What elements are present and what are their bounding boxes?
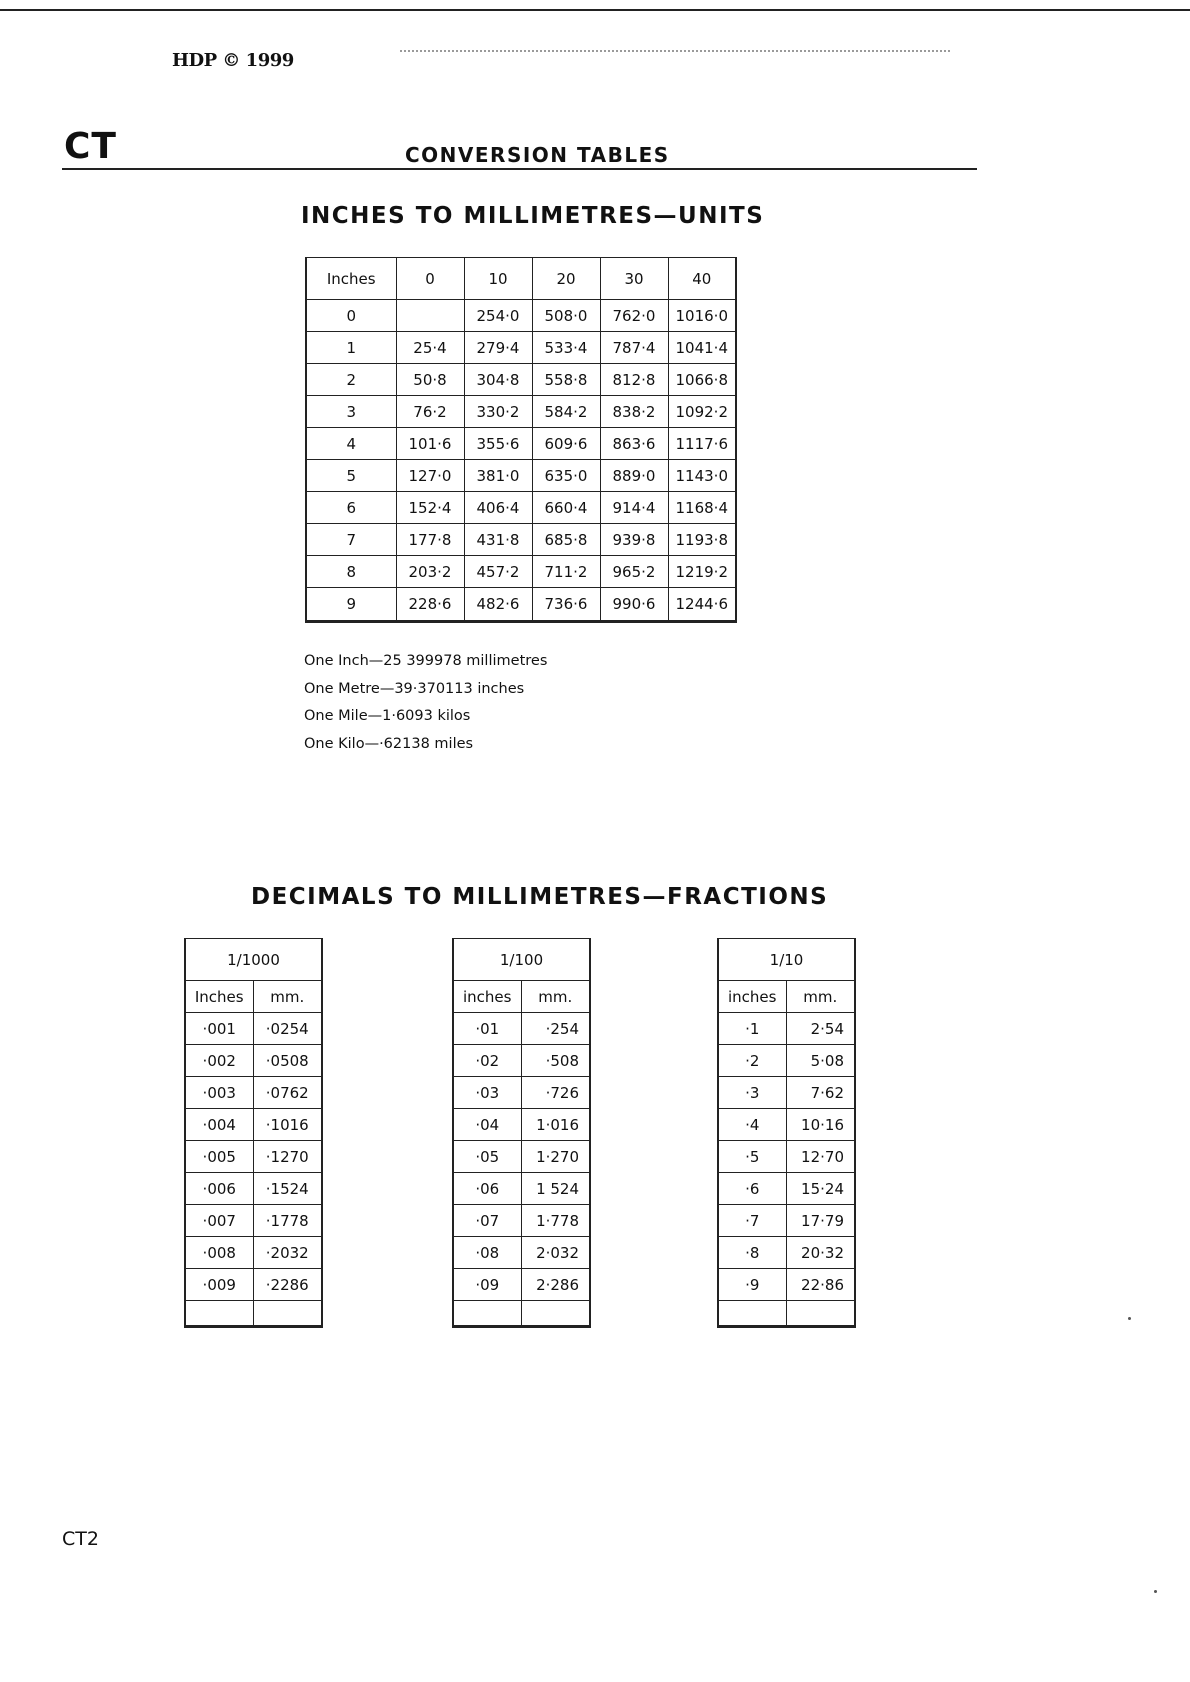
row-value: 1016·0 — [668, 300, 736, 332]
row-value: 25·4 — [396, 332, 464, 364]
mm-value: 20·32 — [786, 1237, 855, 1269]
row-value: 1193·8 — [668, 524, 736, 556]
blank-cell — [185, 1301, 253, 1327]
row-value: 508·0 — [532, 300, 600, 332]
table-row — [453, 1237, 590, 1269]
fraction-table-1-10 — [717, 938, 856, 1328]
note-mile: One Mile—1·6093 kilos — [304, 708, 471, 724]
mm-value: ·726 — [521, 1077, 590, 1109]
mm-header: mm. — [786, 981, 855, 1013]
mm-value: ·1270 — [253, 1141, 322, 1173]
mm-value: 12·70 — [786, 1141, 855, 1173]
row-inches: 4 — [306, 428, 396, 460]
inches-value: ·007 — [185, 1205, 253, 1237]
row-inches: 7 — [306, 524, 396, 556]
fraction-table-1-1000 — [184, 938, 323, 1328]
row-value: 203·2 — [396, 556, 464, 588]
inches-value: ·04 — [453, 1109, 521, 1141]
row-value: 279·4 — [464, 332, 532, 364]
note-inch: One Inch—25 399978 millimetres — [304, 653, 548, 669]
mm-value: 2·286 — [521, 1269, 590, 1301]
mm-value: ·2286 — [253, 1269, 322, 1301]
mm-value: ·1778 — [253, 1205, 322, 1237]
row-value: 787·4 — [600, 332, 668, 364]
row-value: 1041·4 — [668, 332, 736, 364]
mm-header: mm. — [521, 981, 590, 1013]
inches-value: ·005 — [185, 1141, 253, 1173]
note-kilo: One Kilo—·62138 miles — [304, 735, 474, 752]
table-row — [306, 556, 736, 588]
inches-value: ·009 — [185, 1269, 253, 1301]
table-row — [453, 1077, 590, 1109]
mm-value: 7·62 — [786, 1077, 855, 1109]
row-inches: 6 — [306, 492, 396, 524]
row-value: 863·6 — [600, 428, 668, 460]
inches-value: ·5 — [718, 1141, 786, 1173]
table-row — [306, 364, 736, 396]
note-metre: One Metre—39·370113 inches — [304, 680, 525, 697]
inches-value: ·6 — [718, 1173, 786, 1205]
inches-header: inches — [453, 981, 521, 1013]
table-row — [718, 1013, 855, 1045]
table-row — [718, 1141, 855, 1173]
fraction-range-row — [185, 939, 322, 981]
mm-value: 1 524 — [521, 1173, 590, 1205]
row-inches: 2 — [306, 364, 396, 396]
mm-value: ·0508 — [253, 1045, 322, 1077]
mm-value: ·0254 — [253, 1013, 322, 1045]
table-row — [306, 396, 736, 428]
column-header: 30 — [600, 258, 668, 300]
table-row — [718, 1205, 855, 1237]
table-row — [185, 1173, 322, 1205]
mm-value: ·1524 — [253, 1173, 322, 1205]
row-value: 50·8 — [396, 364, 464, 396]
fraction-range: 1/100 — [453, 939, 590, 981]
row-value: 609·6 — [532, 428, 600, 460]
fraction-range: 1/10 — [718, 939, 855, 981]
table-row — [185, 1269, 322, 1301]
table-row — [306, 428, 736, 460]
inches-value: ·09 — [453, 1269, 521, 1301]
table-row — [453, 1045, 590, 1077]
row-value: 736·6 — [532, 588, 600, 622]
inches-header: Inches — [185, 981, 253, 1013]
inches-value: ·02 — [453, 1045, 521, 1077]
mm-value: 22·86 — [786, 1269, 855, 1301]
table-row — [718, 1045, 855, 1077]
inches-value: ·1 — [718, 1013, 786, 1045]
mm-value: 10·16 — [786, 1109, 855, 1141]
table-row — [306, 460, 736, 492]
table-row — [306, 588, 736, 622]
row-value: 431·8 — [464, 524, 532, 556]
row-value: 1092·2 — [668, 396, 736, 428]
header-rule — [62, 168, 977, 170]
table-row — [306, 492, 736, 524]
column-header: 40 — [668, 258, 736, 300]
row-inches: 5 — [306, 460, 396, 492]
scan-artifact — [400, 50, 950, 52]
row-value: 76·2 — [396, 396, 464, 428]
row-value: 914·4 — [600, 492, 668, 524]
row-value: 558·8 — [532, 364, 600, 396]
row-value: 1219·2 — [668, 556, 736, 588]
row-inches: 9 — [306, 588, 396, 622]
mm-value: ·1016 — [253, 1109, 322, 1141]
table-row — [185, 1141, 322, 1173]
blank-cell — [521, 1301, 590, 1327]
inches-value: ·4 — [718, 1109, 786, 1141]
table-row — [185, 1237, 322, 1269]
table-row — [306, 300, 736, 332]
table-row — [185, 1205, 322, 1237]
inches-value: ·002 — [185, 1045, 253, 1077]
row-inches: 8 — [306, 556, 396, 588]
inches-header: inches — [718, 981, 786, 1013]
table-row — [718, 1269, 855, 1301]
inches-value: ·07 — [453, 1205, 521, 1237]
row-value: 533·4 — [532, 332, 600, 364]
mm-value: 1·016 — [521, 1109, 590, 1141]
fraction-header-row — [453, 981, 590, 1013]
empty-row — [453, 1301, 590, 1327]
inches-value: ·3 — [718, 1077, 786, 1109]
mm-value: 2·54 — [786, 1013, 855, 1045]
row-value: 1066·8 — [668, 364, 736, 396]
row-value: 939·8 — [600, 524, 668, 556]
row-value: 381·0 — [464, 460, 532, 492]
row-value: 1168·4 — [668, 492, 736, 524]
scan-speck — [1128, 1317, 1131, 1320]
mm-value: 5·08 — [786, 1045, 855, 1077]
row-value: 838·2 — [600, 396, 668, 428]
column-header: Inches — [306, 258, 396, 300]
row-inches: 0 — [306, 300, 396, 332]
inches-value: ·08 — [453, 1237, 521, 1269]
row-value: 965·2 — [600, 556, 668, 588]
table-row — [453, 1109, 590, 1141]
inches-value: ·06 — [453, 1173, 521, 1205]
table-row — [718, 1173, 855, 1205]
row-value: 889·0 — [600, 460, 668, 492]
row-value: 330·2 — [464, 396, 532, 428]
row-value: 304·8 — [464, 364, 532, 396]
column-header: 10 — [464, 258, 532, 300]
inches-value: ·7 — [718, 1205, 786, 1237]
table-row — [718, 1109, 855, 1141]
row-value: 1117·6 — [668, 428, 736, 460]
row-value: 990·6 — [600, 588, 668, 622]
inches-value: ·003 — [185, 1077, 253, 1109]
mm-value: ·254 — [521, 1013, 590, 1045]
conversion-notes — [304, 648, 547, 758]
empty-row — [718, 1301, 855, 1327]
inches-value: ·01 — [453, 1013, 521, 1045]
inches-value: ·9 — [718, 1269, 786, 1301]
row-value: 406·4 — [464, 492, 532, 524]
fraction-range: 1/1000 — [185, 939, 322, 981]
row-value: 812·8 — [600, 364, 668, 396]
row-value: 660·4 — [532, 492, 600, 524]
fraction-header-row — [718, 981, 855, 1013]
table-row — [185, 1109, 322, 1141]
scan-speck — [1154, 1590, 1157, 1593]
mm-value: 1·778 — [521, 1205, 590, 1237]
section-code: CT — [64, 126, 117, 167]
row-value: 635·0 — [532, 460, 600, 492]
inches-value: ·05 — [453, 1141, 521, 1173]
row-value: 127·0 — [396, 460, 464, 492]
mm-value: ·2032 — [253, 1237, 322, 1269]
row-value: 482·6 — [464, 588, 532, 622]
top-rule — [0, 9, 1190, 11]
fraction-header-row — [185, 981, 322, 1013]
table-row — [453, 1013, 590, 1045]
row-value: 101·6 — [396, 428, 464, 460]
units-section-title: INCHES TO MILLIMETRES—UNITS — [301, 203, 765, 229]
blank-cell — [718, 1301, 786, 1327]
table-row — [306, 524, 736, 556]
table-row — [453, 1205, 590, 1237]
table-row — [185, 1013, 322, 1045]
empty-row — [185, 1301, 322, 1327]
inches-value: ·8 — [718, 1237, 786, 1269]
fraction-range-row — [718, 939, 855, 981]
row-value: 711·2 — [532, 556, 600, 588]
inches-value: ·03 — [453, 1077, 521, 1109]
table-row — [453, 1173, 590, 1205]
fractions-section-title: DECIMALS TO MILLIMETRES—FRACTIONS — [251, 884, 829, 910]
column-header: 0 — [396, 258, 464, 300]
column-header: 20 — [532, 258, 600, 300]
row-value: 355·6 — [464, 428, 532, 460]
mm-value: ·0762 — [253, 1077, 322, 1109]
mm-value: 1·270 — [521, 1141, 590, 1173]
fraction-table-1-100 — [452, 938, 591, 1328]
mm-value: 2·032 — [521, 1237, 590, 1269]
inches-value: ·006 — [185, 1173, 253, 1205]
row-value: 685·8 — [532, 524, 600, 556]
row-value: 1244·6 — [668, 588, 736, 622]
mm-header: mm. — [253, 981, 322, 1013]
inches-value: ·004 — [185, 1109, 253, 1141]
page-number: CT2 — [62, 1528, 99, 1550]
row-inches: 3 — [306, 396, 396, 428]
row-inches: 1 — [306, 332, 396, 364]
table-row — [185, 1077, 322, 1109]
units-header-row — [306, 258, 736, 300]
table-row — [453, 1141, 590, 1173]
row-value: 228·6 — [396, 588, 464, 622]
row-value: 457·2 — [464, 556, 532, 588]
mm-value: 17·79 — [786, 1205, 855, 1237]
row-value: 152·4 — [396, 492, 464, 524]
row-value: 584·2 — [532, 396, 600, 428]
inches-to-millimetres-table — [305, 257, 737, 623]
table-row — [185, 1045, 322, 1077]
row-value: 1143·0 — [668, 460, 736, 492]
row-value: 762·0 — [600, 300, 668, 332]
inches-value: ·2 — [718, 1045, 786, 1077]
row-value: 177·8 — [396, 524, 464, 556]
page-title: CONVERSION TABLES — [405, 143, 670, 167]
blank-cell — [453, 1301, 521, 1327]
table-row — [306, 332, 736, 364]
row-value — [396, 300, 464, 332]
blank-cell — [253, 1301, 322, 1327]
mm-value: 15·24 — [786, 1173, 855, 1205]
blank-cell — [786, 1301, 855, 1327]
table-row — [718, 1077, 855, 1109]
inches-value: ·008 — [185, 1237, 253, 1269]
inches-value: ·001 — [185, 1013, 253, 1045]
table-row — [453, 1269, 590, 1301]
fraction-range-row — [453, 939, 590, 981]
table-row — [718, 1237, 855, 1269]
row-value: 254·0 — [464, 300, 532, 332]
copyright: HDP © 1999 — [172, 50, 294, 71]
mm-value: ·508 — [521, 1045, 590, 1077]
